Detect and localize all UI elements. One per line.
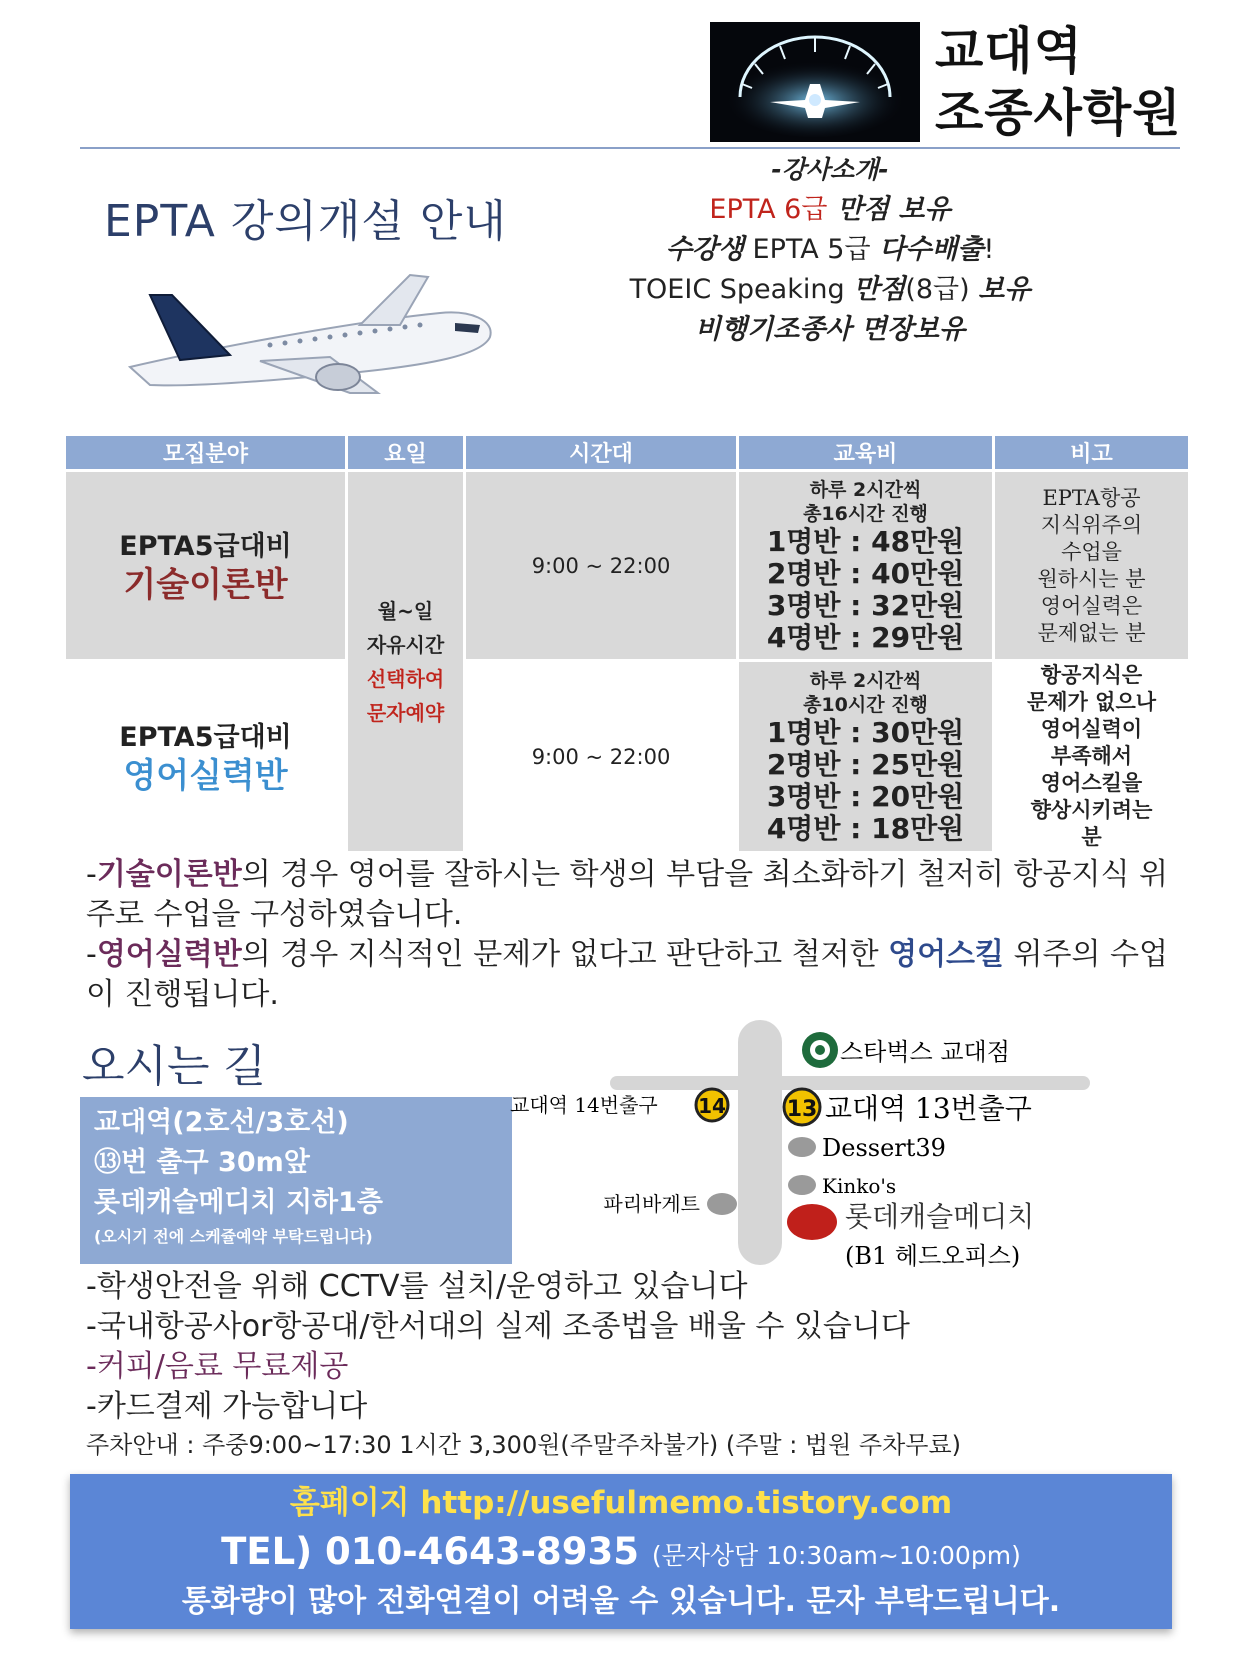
fee-daily: 하루 2시간씩 — [809, 478, 922, 501]
contact-footer — [70, 1474, 1172, 1629]
intro-line-3 — [610, 270, 1050, 310]
map-label-kinkos: Kinko's — [822, 1174, 897, 1198]
note-line: 영어실력은 — [1040, 593, 1143, 618]
col-header-fee: 교육비 — [738, 435, 994, 471]
fee-price: 2명반 : 40만원 — [766, 556, 965, 590]
table-row — [65, 471, 1190, 661]
fee-cell — [738, 471, 994, 661]
logo-image — [710, 22, 920, 142]
map-label-exit13: 교대역 13번출구 — [825, 1092, 1032, 1125]
directions-title: 오시는 길 — [82, 1041, 267, 1092]
col-header-time: 시간대 — [465, 435, 738, 471]
intro-many: 다수배출 — [879, 234, 984, 265]
fee-price: 2명반 : 25만원 — [766, 747, 965, 781]
phone-number[interactable]: TEL) 010-4643-8935 — [221, 1530, 652, 1573]
intro-line-4: 비행기조종사 면장보유 — [694, 314, 966, 345]
fee-price: 1명반 : 48만원 — [766, 524, 965, 558]
class-type: 기술이론반 — [123, 564, 288, 605]
time-cell — [465, 661, 738, 853]
exit13-number: 13 — [786, 1097, 818, 1122]
header-divider — [80, 147, 1180, 149]
benefit-item: -국내항공사or항공대/한서대의 실제 조종법을 배울 수 있습니다 — [86, 1309, 910, 1344]
highlight-english: 영어실력반 — [96, 937, 242, 972]
dash: - — [86, 857, 97, 892]
course-description — [86, 855, 1186, 1015]
phone-line — [70, 1526, 1172, 1582]
map-label-lotte-sub: (B1 헤드오피스) — [845, 1242, 1021, 1270]
note-line: 향상시키려는 — [1030, 798, 1153, 822]
starbucks-icon — [802, 1032, 838, 1068]
parking-info: 주차안내 : 주중9:00~17:30 1시간 3,300원(주말주차불가) (주말 : 법원 주차무료) — [86, 1431, 962, 1459]
highlight-theory: 기술이론반 — [96, 857, 242, 892]
fee-price: 4명반 : 29만원 — [766, 620, 965, 654]
page-title: EPTA 강의개설 안내 — [104, 196, 507, 247]
intro-toeic: TOEIC Speaking — [629, 274, 854, 305]
contact-message: 통화량이 많아 전화연결이 어려울 수 있습니다. 문자 부탁드립니다. — [181, 1584, 1061, 1619]
class-name: EPTA5급대비 — [119, 530, 292, 562]
description-p1 — [86, 855, 1186, 935]
class-name: EPTA5급대비 — [119, 721, 292, 753]
description-p2-text: 의 경우 지식적인 문제가 없다고 판단하고 철저한 — [241, 937, 889, 972]
fee-daily: 하루 2시간씩 — [809, 669, 922, 692]
benefit-item: -커피/음료 무료제공 — [86, 1349, 349, 1384]
intro-line-1 — [610, 190, 1050, 230]
address-box — [80, 1097, 512, 1264]
exit14-number: 14 — [698, 1094, 726, 1118]
airplane-icon — [110, 265, 520, 415]
note-cell — [994, 471, 1190, 661]
academy-name — [935, 20, 1182, 144]
table-row — [65, 661, 1190, 853]
col-header-field: 모집분야 — [65, 435, 347, 471]
note-cell — [994, 661, 1190, 853]
intro-epta5: EPTA 5급 — [743, 234, 880, 265]
day-cell — [347, 471, 465, 853]
phone-hours: (문자상담 10:30am~10:00pm) — [651, 1541, 1021, 1570]
academy-name-line1: 교대역 — [935, 22, 1083, 80]
fee-cell — [738, 661, 994, 853]
intro-toeic-level: (8급) — [905, 274, 979, 305]
address-station: 교대역(2호선/3호선) — [94, 1107, 349, 1138]
col-header-day: 요일 — [347, 435, 465, 471]
description-p1-text: 의 경우 영어를 잘하시는 학생의 부담을 최소화하기 철저히 항공지식 위주로 수업을 구성하였습니다. — [86, 857, 1168, 932]
map-label-lotte: 롯데캐슬메디치 — [845, 1200, 1035, 1233]
time-range: 9:00 ~ 22:00 — [531, 553, 671, 578]
instructor-intro — [610, 150, 1050, 350]
col-header-note: 비고 — [994, 435, 1190, 471]
intro-toeic-hold: 보유 — [978, 274, 1031, 305]
fee-price: 3명반 : 20만원 — [766, 779, 965, 813]
fee-price: 3명반 : 32만원 — [766, 588, 965, 622]
description-p2 — [86, 935, 1186, 1015]
location-map — [510, 1020, 1140, 1280]
homepage-link[interactable]: 홈페이지 http://usefulmemo.tistory.com — [289, 1485, 953, 1521]
table-header-row — [65, 435, 1190, 471]
note-line: 문제없는 분 — [1037, 620, 1146, 645]
note-line: EPTA항공 — [1042, 485, 1141, 510]
address-note: (오시기 전에 스케쥴예약 부탁드립니다) — [94, 1227, 373, 1246]
intro-heading: -강사소개- — [771, 155, 889, 184]
dessert-marker — [788, 1137, 816, 1157]
intro-toeic-perfect: 만점 — [853, 274, 906, 305]
map-label-dessert: Dessert39 — [822, 1134, 946, 1162]
kinkos-marker — [788, 1175, 816, 1195]
intro-epta6: EPTA 6급 — [709, 194, 828, 225]
map-road-horizontal — [610, 1076, 1090, 1090]
time-range: 9:00 ~ 22:00 — [531, 744, 671, 769]
address-exit: ⑬번 출구 30m앞 — [94, 1147, 310, 1178]
map-label-exit14: 교대역 14번출구 — [510, 1093, 658, 1117]
class-cell — [65, 471, 347, 661]
note-line: 수업을 — [1061, 539, 1122, 564]
class-type: 영어실력반 — [123, 755, 288, 796]
fee-price: 1명반 : 30만원 — [766, 715, 965, 749]
day-line-1: 월~일 — [377, 598, 434, 623]
dash: - — [86, 937, 97, 972]
map-label-paris: 파리바게트 — [603, 1192, 700, 1216]
map-road-vertical — [738, 1020, 782, 1265]
note-line: 영어실력이 — [1040, 717, 1143, 741]
class-cell — [65, 661, 347, 853]
benefits-list — [86, 1267, 1186, 1463]
note-line: 영어스킬을 — [1040, 771, 1143, 795]
intro-perfect: 만점 보유 — [827, 194, 951, 225]
map-label-starbucks: 스타벅스 교대점 — [840, 1038, 1010, 1066]
note-line: 원하시는 분 — [1037, 566, 1146, 591]
note-line: 문제가 없으나 — [1026, 690, 1157, 714]
note-line: 항공지식은 — [1040, 663, 1143, 687]
note-line: 분 — [1081, 825, 1102, 849]
fee-total: 총10시간 진행 — [803, 693, 928, 716]
airplane-gauge-icon — [710, 22, 920, 142]
day-line-4: 문자예약 — [366, 700, 445, 725]
intro-students: 수강생 — [665, 234, 744, 265]
time-cell — [465, 471, 738, 661]
benefit-item: -카드결제 가능합니다 — [86, 1389, 368, 1424]
fee-total: 총16시간 진행 — [803, 502, 928, 525]
intro-line-2 — [610, 230, 1050, 270]
course-table — [63, 433, 1191, 854]
intro-exclaim: ! — [983, 234, 995, 265]
note-line: 지식위주의 — [1040, 512, 1143, 537]
note-line: 부족해서 — [1050, 744, 1133, 768]
address-building: 롯데캐슬메디치 지하1층 — [94, 1187, 384, 1218]
highlight-skill: 영어스킬 — [888, 937, 1005, 972]
day-line-3: 선택하여 — [366, 666, 445, 691]
paris-marker — [707, 1193, 737, 1215]
day-line-2: 자유시간 — [366, 632, 445, 657]
description-p2-end: 위주의 수업이 진행됩니다. — [86, 937, 1168, 1012]
benefit-item: -학생안전을 위해 CCTV를 설치/운영하고 있습니다 — [86, 1269, 748, 1304]
lotte-marker — [787, 1204, 837, 1240]
airplane-illustration — [110, 265, 520, 415]
academy-name-line2: 조종사학원 — [935, 84, 1182, 142]
fee-price: 4명반 : 18만원 — [766, 811, 965, 845]
